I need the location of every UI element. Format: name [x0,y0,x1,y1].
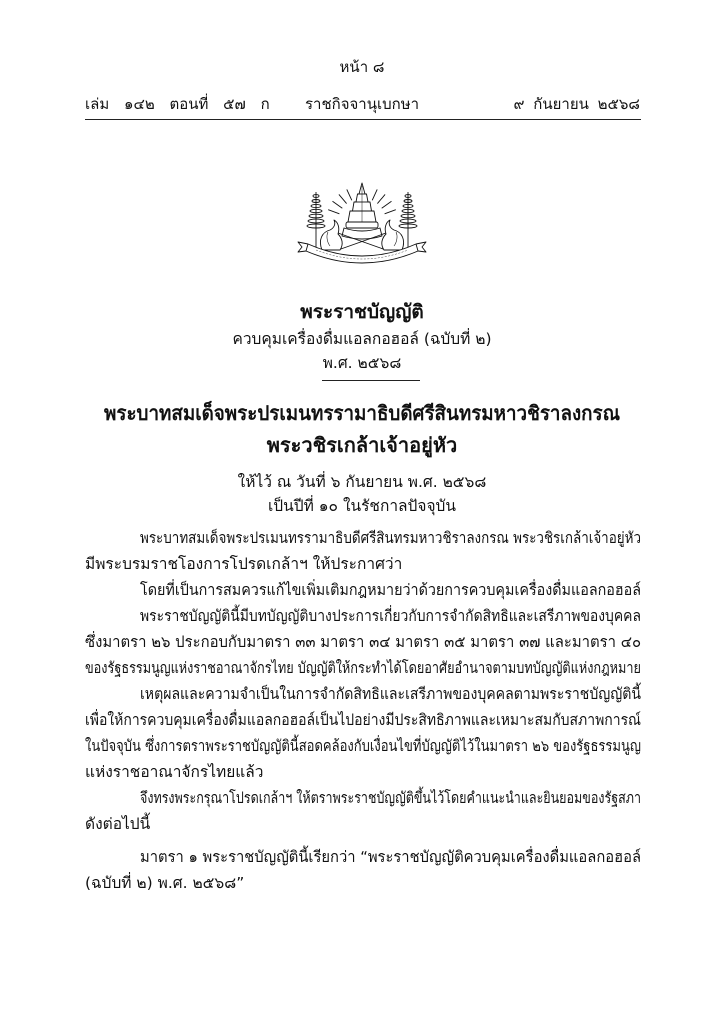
king-name-line2-text: พระวชิรเกล้าเจ้าอยู่หัว [266,433,458,457]
body-line-text: พระบาทสมเด็จพระปรเมนทรรามาธิบดีศรีสินทรมหาวชิราลงกรณ พระวชิรเกล้าเจ้าอยู่หัว [140,529,642,547]
body-line-text: ซึ่งมาตรา ๒๖ ประกอบกับมาตรา ๓๓ มาตรา ๓๔ มาตรา ๓๕ มาตรา ๓๗ และมาตรา ๔๐ [85,633,642,651]
body-line [85,759,641,785]
king-name-line2 [204,430,520,460]
body-line-text: โดยที่เป็นการสมควรแก้ไขเพิ่มเติมกฎหมายว่าด้วยการควบคุมเครื่องดื่มแอลกอฮอล์ [140,581,642,599]
given-date [232,470,492,494]
body-line [85,551,641,577]
body-line-text: ของรัฐธรรมนูญแห่งราชอาณาจักรไทย บัญญัติให้กระทำได้โดยอาศัยอำนาจตามบทบัญญัติแห่งกฎหมาย [85,659,641,677]
gazette-volume [85,93,275,115]
given-date-text: ให้ไว้ ณ วันที่ ๖ กันยายน พ.ศ. ๒๕๖๘ [237,473,487,491]
king-name-line1-text: พระบาทสมเด็จพระปรเมนทรรามาธิบดีศรีสินทรมหาวชิราลงกรณ [104,401,621,425]
page-number [262,56,462,78]
act-body [85,525,641,896]
body-line [85,733,641,759]
act-year-text: พ.ศ. ๒๕๖๘ [322,354,402,372]
body-line-text: ในปัจจุบัน ซึ่งการตราพระราชบัญญัตินี้สอดคล้องกับเงื่อนไขที่บัญญัติไว้ในมาตรา ๒๖ ของรัฐธรรมนูญ [85,737,641,755]
document-type-text: พระราชบัญญัติ [300,301,424,323]
body-line [85,629,641,655]
section-1-line [85,870,641,896]
royal-emblem-icon [292,180,432,272]
act-name [192,327,532,351]
document-type [212,299,512,325]
body-line [140,525,641,551]
gazette-date-text: ๙ กันยายน ๒๕๖๘ [513,95,640,113]
body-line-text: เหตุผลและความจำเป็นในการจำกัดสิทธิและเสรีภาพของบุคคลตามพระราชบัญญัตินี้ [140,685,641,703]
act-name-text: ควบคุมเครื่องดื่มแอลกอฮอล์ (ฉบับที่ ๒) [232,330,492,348]
body-line [140,785,641,811]
body-line [85,811,641,837]
page-number-text: หน้า ๘ [339,58,385,76]
body-line [140,577,641,603]
gazette-name-text: ราชกิจจานุเบกษา [304,95,420,113]
reign-year-text: เป็นปีที่ ๑๐ ในรัชกาลปัจจุบัน [268,497,456,515]
body-line-text: จึงทรงพระกรุณาโปรดเกล้าฯ ให้ตราพระราชบัญญัติขึ้นไว้โดยคำแนะนำและยินยอมของรัฐสภา [140,789,642,807]
body-line-text: ดังต่อไปนี้ [85,815,151,833]
body-line-text: แห่งราชอาณาจักรไทยแล้ว [85,763,264,781]
body-line [85,707,641,733]
body-line-text: มาตรา ๑ พระราชบัญญัตินี้เรียกว่า “พระราชบัญญัติควบคุมเครื่องดื่มแอลกอฮอล์ [140,848,641,866]
king-name-line1 [104,398,620,428]
body-line-text: เพื่อให้การควบคุมเครื่องดื่มแอลกอฮอล์เป็นไปอย่างมีประสิทธิภาพและเหมาะสมกับสภาพการณ์ [85,711,642,729]
gazette-name [289,93,435,115]
gazette-volume-text: เล่ม ๑๔๒ ตอนที่ ๕๗ ก [85,95,270,113]
reign-year [262,494,462,518]
title-rule [322,380,420,381]
body-line-text: มีพระบรมราชโองการโปรดเกล้าฯ ให้ประกาศว่า [85,555,403,573]
body-line [140,681,641,707]
header-rule [85,119,641,120]
body-line-text: (ฉบับที่ ๒) พ.ศ. ๒๕๖๘” [85,874,245,892]
act-year [262,351,462,375]
body-line [85,655,641,681]
body-line-text: พระราชบัญญัตินี้มีบทบัญญัติบางประการเกี่ยวกับการจำกัดสิทธิและเสรีภาพของบุคคล [140,607,641,625]
gazette-date [480,93,640,115]
body-line [140,603,641,629]
section-1-line [140,844,641,870]
